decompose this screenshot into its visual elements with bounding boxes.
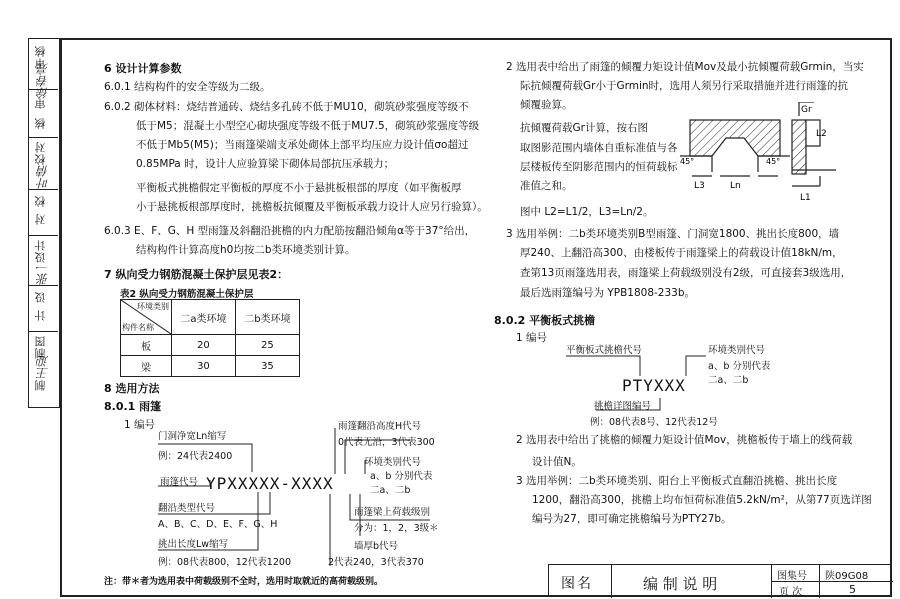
clause-6-0-2-line: 不低于Mb5(M5)；当雨篷梁端支承处砌体上部平均压应力设计值σo超过 — [136, 139, 469, 151]
clause-6-0-2-line: 低于M5；混凝土小型空心砌块强度等级不低于MU7.5，砌筑砂浆强度等级 — [136, 120, 480, 132]
approval-char: 审 — [34, 97, 47, 109]
proof-signature: 叶倩 — [36, 165, 50, 189]
ln-label: Ln — [730, 181, 741, 191]
env-label: 环境类别代号 — [364, 457, 422, 468]
wall-thickness-label: 墙厚b代号 — [354, 541, 399, 552]
note: 注：带＊者为选用表中荷载级别不全时，选用时取就近的高荷载级别。 — [104, 577, 384, 587]
flip-type-label: 翻沿类型代号 — [158, 503, 216, 514]
table-cell: 梁 — [121, 356, 172, 377]
pty-code-leader-lines — [560, 350, 720, 420]
l3-label: L3 — [694, 181, 705, 191]
section-8-heading: 8 选用方法 — [104, 382, 160, 395]
corner-member-label: 构件名称 — [122, 323, 154, 332]
title-block — [548, 564, 892, 597]
para-3-line: 最后选雨篷编号为 YPB1808-233b。 — [520, 287, 696, 299]
l1-label: L1 — [800, 193, 811, 203]
approval-char: 设 — [34, 291, 47, 303]
yp-code: YPXXXXX-XXXX — [206, 474, 334, 493]
pty-env-ab2: 二a、二b — [708, 375, 749, 386]
pty-code-label: 平衡板式挑檐代号 — [566, 345, 643, 356]
drawing-title: 编 制 说 明 — [643, 575, 718, 593]
para-2-line: 际抗倾覆荷载Gr小于Grmin时，选用人须另行采取措施并进行雨篷的抗 — [520, 80, 849, 92]
table-caption: 表2 纵向受力钢筋混凝土保护层 — [120, 289, 254, 300]
design-signature: 张一 — [36, 261, 50, 285]
drawing-label: 制图 — [34, 335, 47, 359]
yp-code-leader-lines — [150, 420, 480, 580]
clause-6-0-2-line: 平衡板式挑檐假定平衡板的厚度不小于悬挑板根部的厚度（如平衡板厚 — [136, 182, 462, 194]
clause-8-0-1: 8.0.1 雨篷 — [104, 400, 162, 413]
beam-load-label: 雨篷梁上荷载级别 — [354, 507, 431, 518]
approval-char: 校 — [34, 195, 47, 207]
page-label: 页 次 — [779, 587, 803, 598]
table-cell: 30 — [172, 356, 236, 377]
section-7-heading: 7 纵向受力钢筋混凝土保护层见表2： — [104, 268, 289, 281]
para-3b-line: 3 选用举例：二b类环境类别、阳台上平衡板式直翻沿挑檐、挑出长度 — [516, 475, 838, 487]
pty-env-label: 环境类别代号 — [708, 345, 766, 356]
review-signature: 徐春亮 — [36, 63, 50, 99]
table-cell: 板 — [121, 335, 172, 356]
para-2-line: 2 选用表中给出了雨篷的倾覆力矩设计值Mov及最小抗倾覆荷载Grmin，当实 — [506, 61, 864, 73]
para-2-line: 层楼板传至阴影范围内的恒荷载标 — [520, 161, 678, 173]
atlas-number: 陕09G08 — [825, 571, 869, 582]
para-2-line: 抗倾覆荷载Gr计算，按右图 — [520, 122, 648, 134]
title-label: 图名 — [561, 576, 593, 592]
env-ab2: 二a、二b — [370, 485, 411, 496]
para-3-line: 厚240、上翻沿高300、由楼板传于雨篷梁上的荷载设计值18kN/m， — [520, 247, 843, 259]
para-2-line: 倾覆验算。 — [520, 99, 573, 111]
clause-6-0-3-line: 结构构件计算高度h0均按二b类环境类别计算。 — [136, 244, 356, 256]
approval-column — [28, 38, 60, 408]
clause-6-0-2-line: 0.85MPa 时，设计人应验算梁下砌体局部抗压承载力； — [136, 158, 395, 170]
table-corner-cell — [121, 300, 172, 335]
para-3b-line: 1200，翻沿高300，挑檐上均布恒荷标准值5.2kN/m²，从第77页选详图 — [532, 494, 872, 506]
design-label: 设计 — [34, 239, 47, 263]
pty-env-ab: a、b 分别代表 — [708, 361, 771, 372]
para-2-line: 准值之和。 — [520, 180, 573, 192]
table-cell: 25 — [235, 335, 299, 356]
cover-table — [120, 299, 300, 377]
overhang-label: 挑出长度Lw缩写 — [158, 539, 229, 550]
drawing-signature: 王迎 — [36, 355, 50, 379]
pty-detail-example: 例：08代表8号、12代表12号 — [590, 417, 718, 428]
approval-char: 对 — [34, 213, 47, 225]
env-ab: a、b 分别代表 — [370, 471, 433, 482]
table-row — [121, 335, 300, 356]
clause-6-0-2-line: 6.0.2 砌体材料：烧结普通砖、烧结多孔砖不低于MU10，砌筑砂浆强度等级不 — [104, 101, 469, 113]
para-2b-line: 设计值N。 — [532, 456, 582, 468]
overhang-example: 例：08代表800，12代表1200 — [158, 557, 291, 568]
para-2-line: 图中 L2=L1/2，L3=Ln/2。 — [520, 206, 654, 218]
l2-label: L2 — [816, 129, 827, 139]
overturning-diagram — [680, 102, 840, 206]
corner-env-label: 环境类别 — [137, 302, 169, 311]
section-6-heading: 6 设计计算参数 — [104, 62, 182, 75]
door-width-example: 例：24代表2400 — [158, 451, 233, 462]
beam-load-levels: 分为：1，2，3级＊ — [354, 523, 439, 534]
page-number: 5 — [849, 583, 856, 596]
item-numbering-pty: 1 编号 — [516, 332, 548, 344]
table-header: 二a类环境 — [172, 300, 236, 335]
approval-char: 制 — [34, 379, 47, 391]
yp-code-label: 雨篷代号 — [160, 477, 199, 488]
pty-code: PTYXXX — [622, 376, 686, 395]
door-width-label: 门洞净宽Ln缩写 — [158, 431, 227, 442]
para-2-line: 取图影范围内墙体自重标准值与各 — [520, 142, 678, 154]
atlas-label: 图集号 — [777, 571, 807, 582]
flip-height-example: 0代表无沿，3代表300 — [338, 437, 435, 448]
table-cell: 35 — [235, 356, 299, 377]
gr-label: Gr — [801, 105, 812, 115]
flip-height-label: 雨篷翻沿高度H代号 — [338, 421, 422, 432]
proof-label: 校对 — [34, 141, 47, 165]
approval-char: 核 — [34, 117, 47, 129]
table-row — [121, 356, 300, 377]
review-label: 审核 — [34, 45, 47, 69]
para-2b-line: 2 选用表中给出了挑檐的倾覆力矩设计值Mov，挑檐板传于墙上的线荷载 — [516, 434, 853, 446]
wall-thickness-values: 2代表240，3代表370 — [328, 557, 424, 568]
table-cell: 20 — [172, 335, 236, 356]
angle-right-label: 45° — [766, 157, 781, 166]
flip-type-values: A、B、C、D、E、F、G、H — [158, 519, 278, 530]
clause-6-0-1: 6.0.1 结构构件的安全等级为二级。 — [104, 81, 271, 93]
item-numbering: 1 编号 — [124, 419, 156, 431]
clause-8-0-2: 8.0.2 平衡板式挑檐 — [494, 314, 596, 327]
clause-6-0-2-line: 小于悬挑板根部厚度时，挑檐板抗倾覆及平衡板承载力设计人应另行验算）。 — [136, 201, 488, 213]
clause-6-0-3-line: 6.0.3 E、F、G、H 型雨篷及斜翻沿挑檐的内力配筋按翻沿倾角α等于37°给出， — [104, 225, 476, 237]
para-3-line: 3 选用举例：二b类环境类别B型雨篷、门洞宽1800、挑出长度800，墙 — [506, 228, 840, 240]
approval-char: 计 — [34, 309, 47, 321]
para-3b-line: 编号为27，即可确定挑檐编号为PTY27b。 — [532, 513, 732, 525]
para-3-line: 查第13页雨篷选用表，雨篷梁上荷载级别没有2级，可直接套3级选用， — [520, 267, 852, 279]
angle-left-label: 45° — [680, 157, 695, 166]
table-header: 二b类环境 — [235, 300, 299, 335]
pty-detail-label: 挑檐详图编号 — [594, 401, 652, 412]
